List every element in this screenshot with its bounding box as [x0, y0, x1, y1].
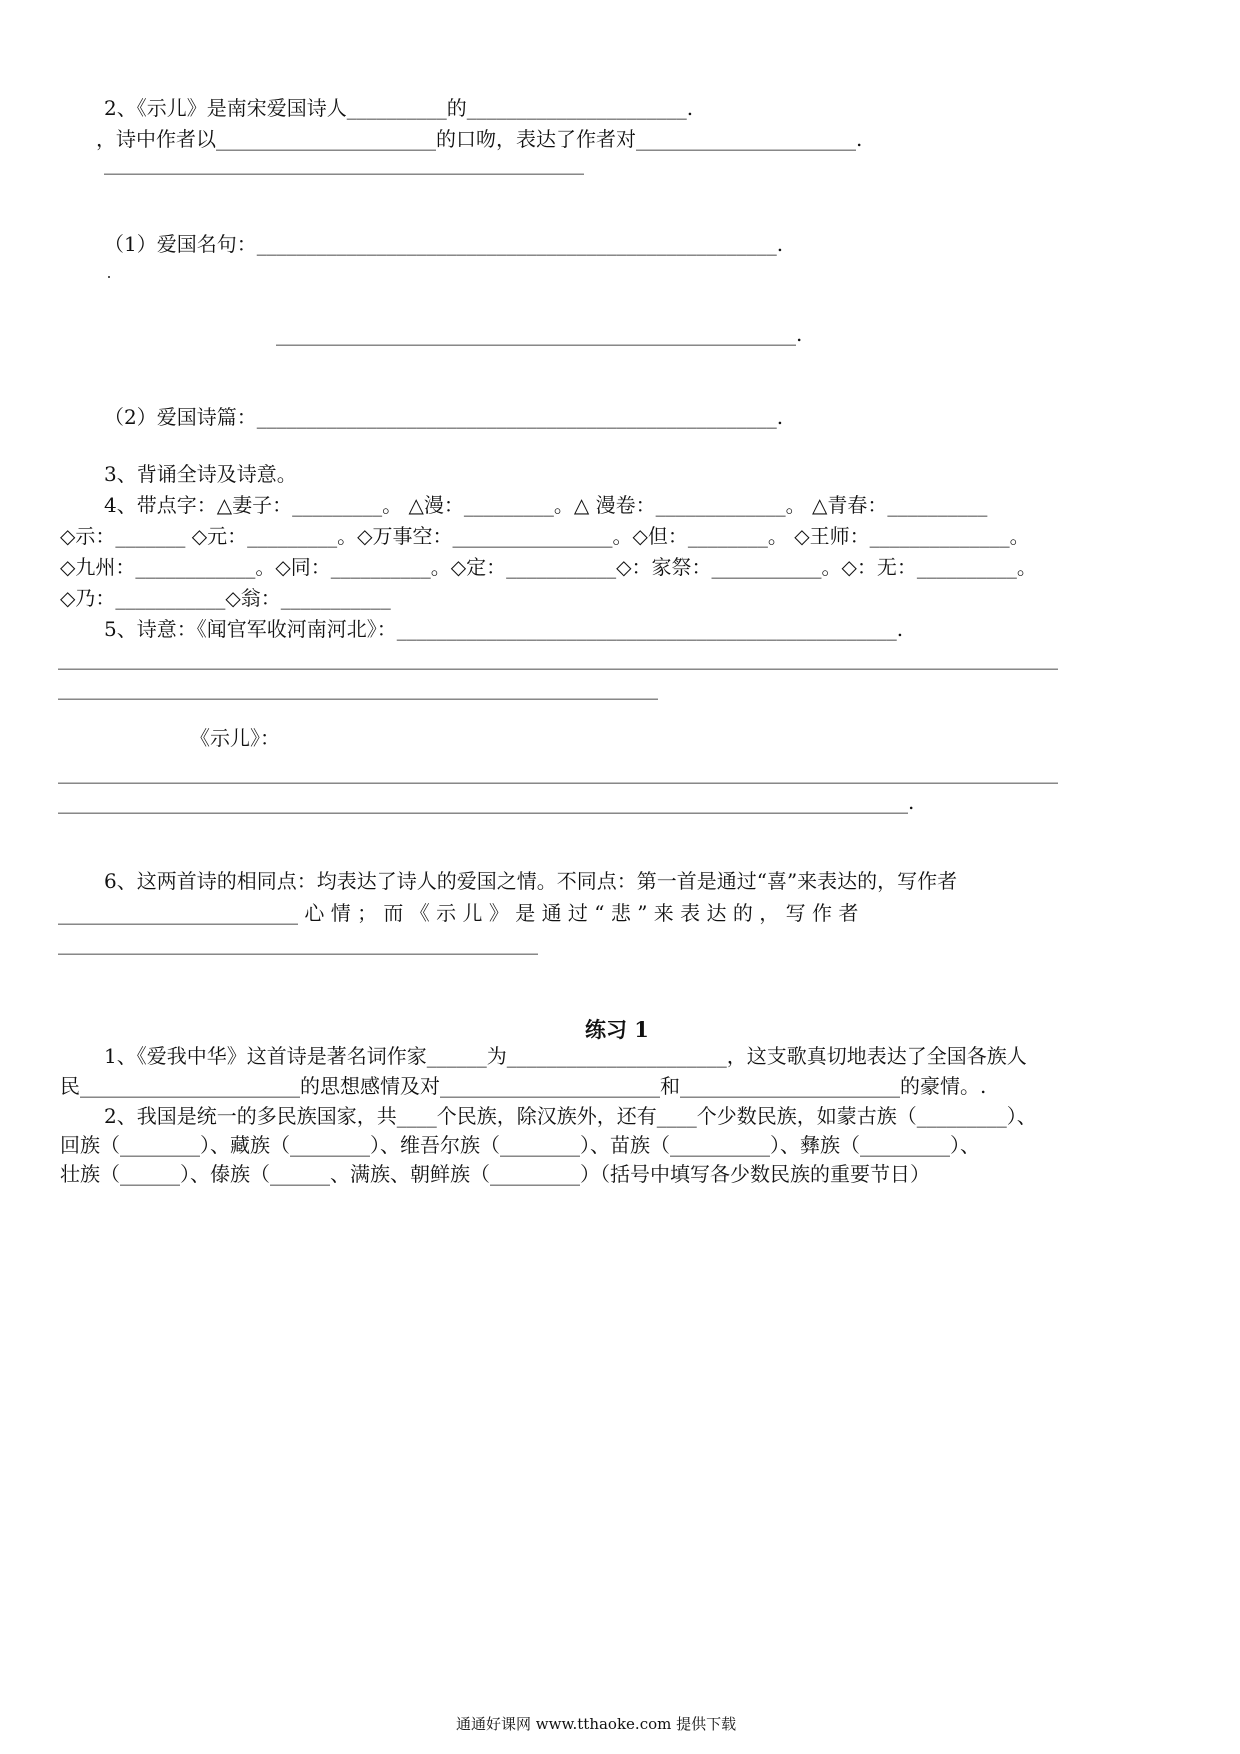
- q5-line-2: ____________________________________________________________________________________________________: [58, 646, 1058, 670]
- patriotic-quote-line-2: ____________________________________________________.: [276, 322, 803, 346]
- q3-line: 3、背诵全诗及诗意。: [104, 462, 297, 486]
- exercise1-q1-line-2: 民______________________的思想感情及对______________________和______________________的豪情。.: [60, 1074, 987, 1098]
- q2-line-1: 2、《示儿》是南宋爱国诗人__________的______________________.: [104, 96, 694, 120]
- shier-line-2: _____________________________________________________________________________________.: [58, 790, 915, 814]
- q6-line-1: 6、这两首诗的相同点：均表达了诗人的爱国之情。不同点：第一首是通过“喜”来表达的，写作者: [104, 869, 958, 893]
- shier-label: 《示儿》：: [190, 726, 280, 750]
- q5-line-1: 5、诗意：《闻官军收河南河北》：__________________________________________________.: [104, 617, 904, 641]
- shier-line-1: ____________________________________________________________________________________________________: [58, 760, 1058, 784]
- q2-line-3: ________________________________________________: [104, 151, 584, 175]
- q4-line-2: ◇示：_______ ◇元：_________。◇万事空：________________。◇但：________。 ◇王师：______________。: [60, 524, 1030, 548]
- exercise1-q2-line-1: 2、我国是统一的多民族国家，共____个民族，除汉族外，还有____个少数民族，如蒙古族（_________）、: [104, 1104, 1037, 1128]
- patriotic-quote-line-1: （1）爱国名句：____________________________________________________.: [104, 232, 784, 256]
- q4-line-4: ◇乃：___________◇翁：___________: [60, 586, 391, 610]
- exercise1-q1-line-1: 1、《爱我中华》这首诗是著名词作家______为______________________，这支歌真切地表达了全国各族人: [104, 1044, 1027, 1068]
- q2-line-2: ，诗中作者以______________________的口吻，表达了作者对______________________.: [96, 127, 863, 151]
- q5-line-3: ____________________________________________________________: [58, 676, 658, 700]
- q6-line-2: ________________________ 心 情 ； 而 《 示 儿 》 是 通 过 “ 悲 ” 来 表 达 的 ， 写 作 者: [58, 901, 859, 925]
- q4-line-1: 4、带点字：△妻子：_________。 △漫：_________。△ 漫卷：_____________。 △青春：__________: [104, 493, 988, 517]
- footer-credit: 通通好课网 www.tthaoke.com 提供下载: [456, 1715, 737, 1733]
- q6-line-3: ________________________________________________: [58, 931, 538, 955]
- q4-line-3: ◇九州：____________。◇同：__________。◇定：___________◇：家祭：___________。◇：无：__________。: [60, 555, 1037, 579]
- exercise1-q2-line-2: 回族（________）、藏族（________）、维吾尔族（________）、苗族（__________）、彝族（_________）、: [60, 1133, 980, 1157]
- exercise-heading: 练习 1: [585, 1017, 649, 1042]
- exercise1-q2-line-3: 壮族（______）、傣族（______、满族、朝鲜族（_________）（括号中填写各少数民族的重要节日）: [60, 1162, 930, 1186]
- stray-dot: [108, 276, 110, 278]
- patriotic-poem-line: （2）爱国诗篇：____________________________________________________.: [104, 405, 784, 429]
